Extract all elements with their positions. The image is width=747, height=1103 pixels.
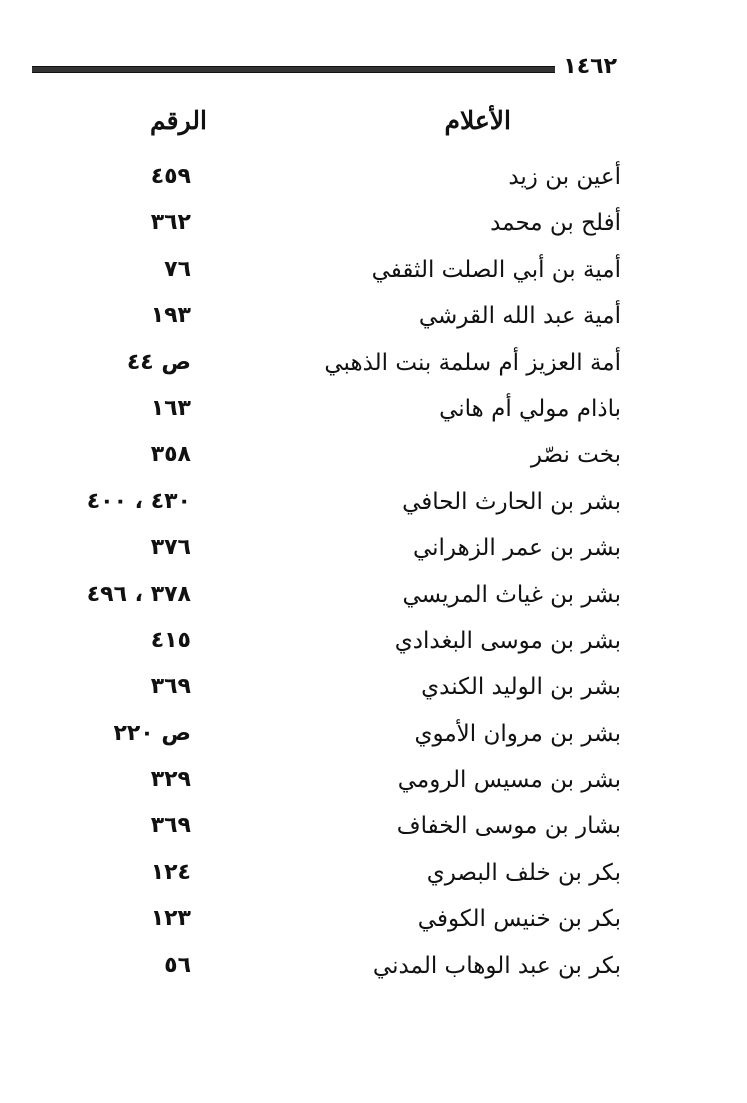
index-entry — [0, 717, 747, 763]
entry-ref: ٣٦٢ — [150, 210, 191, 236]
entry-ref: ٣٧٨ ، ٤٩٦ — [86, 581, 191, 607]
entry-ref: ١٩٣ — [150, 303, 191, 329]
entry-name: بشر بن مسيس الرومي — [397, 767, 621, 794]
entry-ref: ٣٥٨ — [150, 442, 191, 468]
index-entry — [0, 949, 747, 995]
entry-name: أمة العزيز أم سلمة بنت الذهبي — [324, 349, 621, 376]
entry-ref: ص ٢٢٠ — [113, 720, 191, 746]
index-entry — [0, 578, 747, 624]
entry-name: بكر بن خلف البصري — [426, 859, 621, 886]
entry-ref: ٣٢٩ — [150, 767, 191, 793]
entry-name: أمية بن أبي الصلت الثقفي — [371, 256, 621, 283]
index-entries — [0, 160, 747, 995]
index-entry — [0, 438, 747, 484]
entry-name: بشر بن الوليد الكندي — [421, 674, 621, 701]
column-header-names: الأعلام — [444, 106, 511, 135]
index-entry — [0, 392, 747, 438]
entry-ref: ٧٦ — [164, 256, 191, 282]
entry-name: بشر بن مروان الأموي — [414, 720, 621, 747]
index-entry — [0, 299, 747, 345]
index-entry — [0, 856, 747, 902]
entry-name: أعين بن زيد — [508, 164, 621, 190]
index-entry — [0, 902, 747, 948]
entry-ref: ١٦٣ — [150, 395, 191, 421]
entry-name: بشر بن غياث المريسي — [402, 581, 621, 608]
entry-ref: ٣٧٦ — [150, 535, 191, 561]
index-entry — [0, 485, 747, 531]
entry-ref: ٤٣٠ ، ٤٠٠ — [86, 488, 191, 514]
column-header-numbers: الرقم — [150, 106, 207, 135]
entry-name: بكر بن خنيس الكوفي — [417, 906, 621, 933]
entry-name: بشر بن الحارث الحافي — [402, 488, 621, 515]
index-entry — [0, 346, 747, 392]
index-entry — [0, 253, 747, 299]
index-entry — [0, 763, 747, 809]
entry-name: أمية عبد الله القرشي — [418, 303, 621, 330]
entry-name: بكر بن عبد الوهاب المدني — [372, 952, 621, 979]
index-entry — [0, 670, 747, 716]
entry-name: بشار بن موسى الخفاف — [396, 813, 621, 840]
index-entry — [0, 531, 747, 577]
index-entry — [0, 624, 747, 670]
entry-name: أفلح بن محمد — [490, 210, 621, 237]
entry-ref: ٣٦٩ — [150, 813, 191, 839]
index-entry — [0, 206, 747, 252]
page-number: ١٤٦٢ — [563, 54, 617, 79]
entry-ref: ١٢٣ — [150, 906, 191, 932]
entry-ref: ٤٥٩ — [150, 164, 191, 189]
entry-ref: ٤١٥ — [150, 627, 191, 653]
entry-ref: ٥٦ — [164, 952, 191, 978]
entry-name: باذام مولي أم هاني — [439, 395, 621, 422]
entry-name: بشر بن عمر الزهراني — [412, 535, 621, 562]
header-rule — [32, 66, 555, 73]
entry-ref: ٣٦٩ — [150, 674, 191, 700]
entry-ref: ص ٤٤ — [126, 349, 191, 375]
entry-ref: ١٢٤ — [150, 859, 191, 885]
entry-name: بشر بن موسى البغدادي — [394, 627, 621, 654]
entry-name: بخت نصّر — [530, 442, 621, 469]
index-entry — [0, 160, 747, 206]
index-entry — [0, 809, 747, 855]
page-header — [32, 54, 617, 80]
